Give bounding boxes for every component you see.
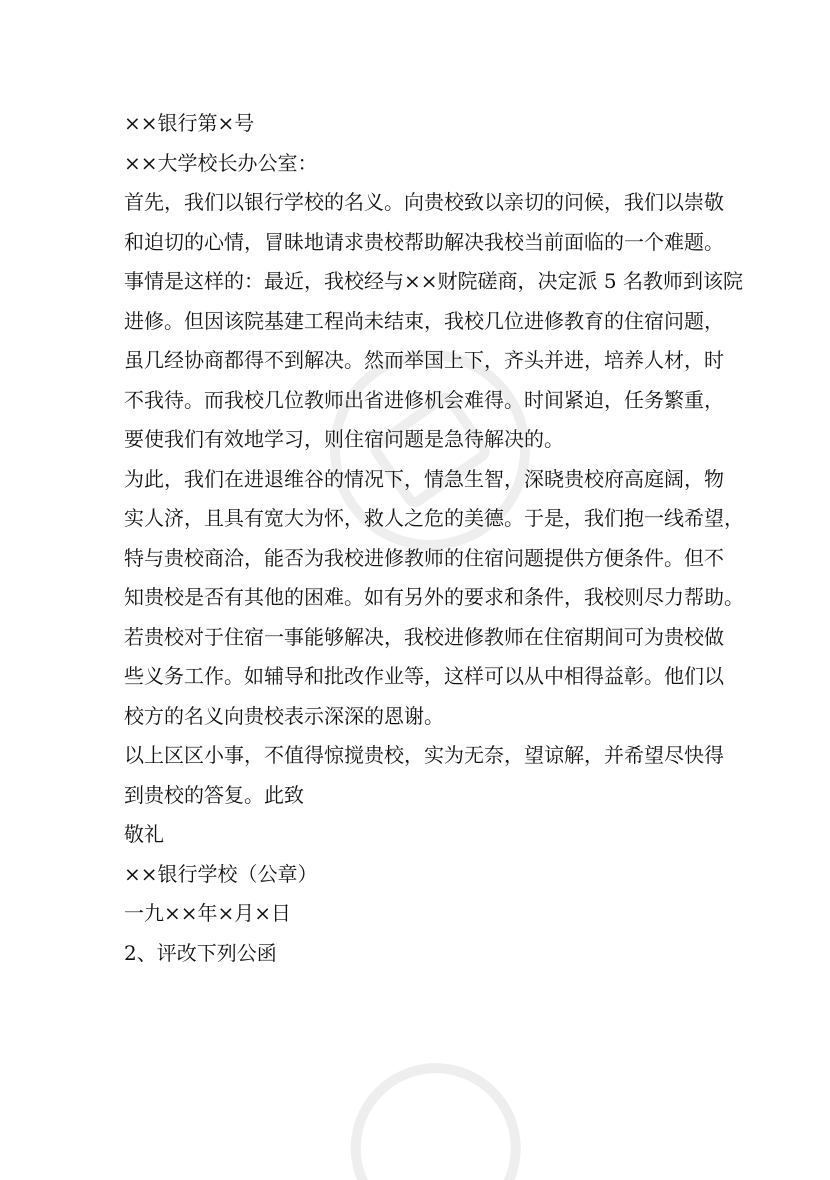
closing-salutation: 敬礼 xyxy=(124,822,164,846)
paragraph-line: 实人济，且具有宽大为怀，救人之危的美德。于是，我们抱一线希望， xyxy=(124,506,744,530)
paragraph-line: 以上区区小事，不值得惊搅贵校，实为无奈，望谅解，并希望尽快得 xyxy=(124,743,724,767)
paragraph-line: 知贵校是否有其他的困难。如有另外的要求和条件，我校则尽力帮助。 xyxy=(124,585,744,609)
paragraph-line: 和迫切的心情，冒昧地请求贵校帮助解决我校当前面临的一个难题。 xyxy=(124,229,724,254)
paragraph-line: 些义务工作。如辅导和批改作业等，这样可以从中相得益彰。他们以 xyxy=(124,664,724,688)
letter-reference-number: ××银行第×号 xyxy=(124,111,255,135)
paragraph-line: 首先，我们以银行学校的名义。向贵校致以亲切的问候，我们以崇敬 xyxy=(124,190,724,214)
letter-recipient: ××大学校长办公室： xyxy=(124,150,318,175)
paragraph-line: 到贵校的答复。此致 xyxy=(124,782,304,807)
paragraph-line: 若贵校对于住宿一事能够解决，我校进修教师在住宿期间可为贵校做 xyxy=(124,624,724,649)
paragraph-line: 事情是这样的：最近，我校经与××财院磋商，决定派 5 名教师到该院 xyxy=(124,269,743,293)
paragraph-line: 要使我们有效地学习，则住宿问题是急待解决的。 xyxy=(124,427,564,451)
paragraph-line: 不我待。而我校几位教师出省进修机会难得。时间紧迫，任务繁重， xyxy=(124,387,724,412)
paragraph-line: 特与贵校商洽，能否为我校进修教师的住宿问题提供方便条件。但不 xyxy=(124,545,724,570)
letter-date: 一九××年×月×日 xyxy=(124,901,292,925)
paragraph-line: 校方的名义向贵校表示深深的恩谢。 xyxy=(124,703,444,728)
sender-signature: ××银行学校（公章） xyxy=(124,861,318,886)
letter-body xyxy=(124,104,744,973)
exercise-heading: 2、评改下列公函 xyxy=(124,940,277,965)
paragraph-line: 进修。但因该院基建工程尚未结束，我校几位进修教育的住宿问题， xyxy=(124,308,724,333)
watermark-logo-bottom xyxy=(330,1040,530,1180)
paragraph-line: 为此，我们在进退维谷的情况下，情急生智，深晓贵校府高庭阔，物 xyxy=(124,466,724,491)
paragraph-line: 虽几经协商都得不到解决。然而举国上下，齐头并进，培养人材，时 xyxy=(124,348,724,372)
